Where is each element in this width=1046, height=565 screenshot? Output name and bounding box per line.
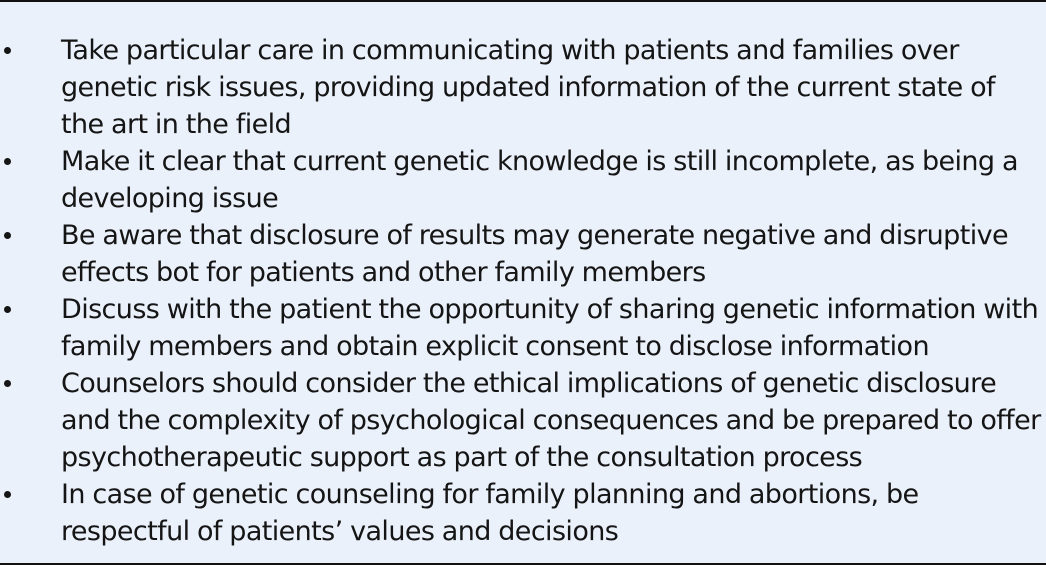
list-item xyxy=(0,143,1046,217)
bullet-icon xyxy=(4,306,11,313)
bullet-icon xyxy=(4,158,11,165)
list-item-text: Be aware that disclosure of results may generate negative and disruptive effects bot for patients and other family members xyxy=(61,220,1008,288)
list-item xyxy=(0,291,1046,365)
list-item-text: In case of genetic counseling for family planning and abortions, be respectful of patients’ values and decisions xyxy=(61,479,919,547)
list-item-text: Make it clear that current genetic knowledge is still incomplete, as being a developing issue xyxy=(61,146,1018,214)
list-item-text: Counselors should consider the ethical implications of genetic disclosure and the complexity of psychological consequences and be prepared to offer psychotherapeutic support as part of the consultation process xyxy=(61,368,1041,473)
list-item xyxy=(0,32,1046,143)
list-item-text: Take particular care in communicating with patients and families over genetic risk issues, providing updated information of the current state of the art in the field xyxy=(61,35,995,140)
list-item xyxy=(0,476,1046,550)
list-item xyxy=(0,365,1046,476)
bullet-icon xyxy=(4,380,11,387)
recommendations-list xyxy=(0,32,1046,550)
bullet-icon xyxy=(4,47,11,54)
bullet-icon xyxy=(4,232,11,239)
list-item-text: Discuss with the patient the opportunity of sharing genetic information with family members and obtain explicit consent to disclose information xyxy=(61,294,1039,362)
bullet-icon xyxy=(4,491,11,498)
list-item xyxy=(0,217,1046,291)
